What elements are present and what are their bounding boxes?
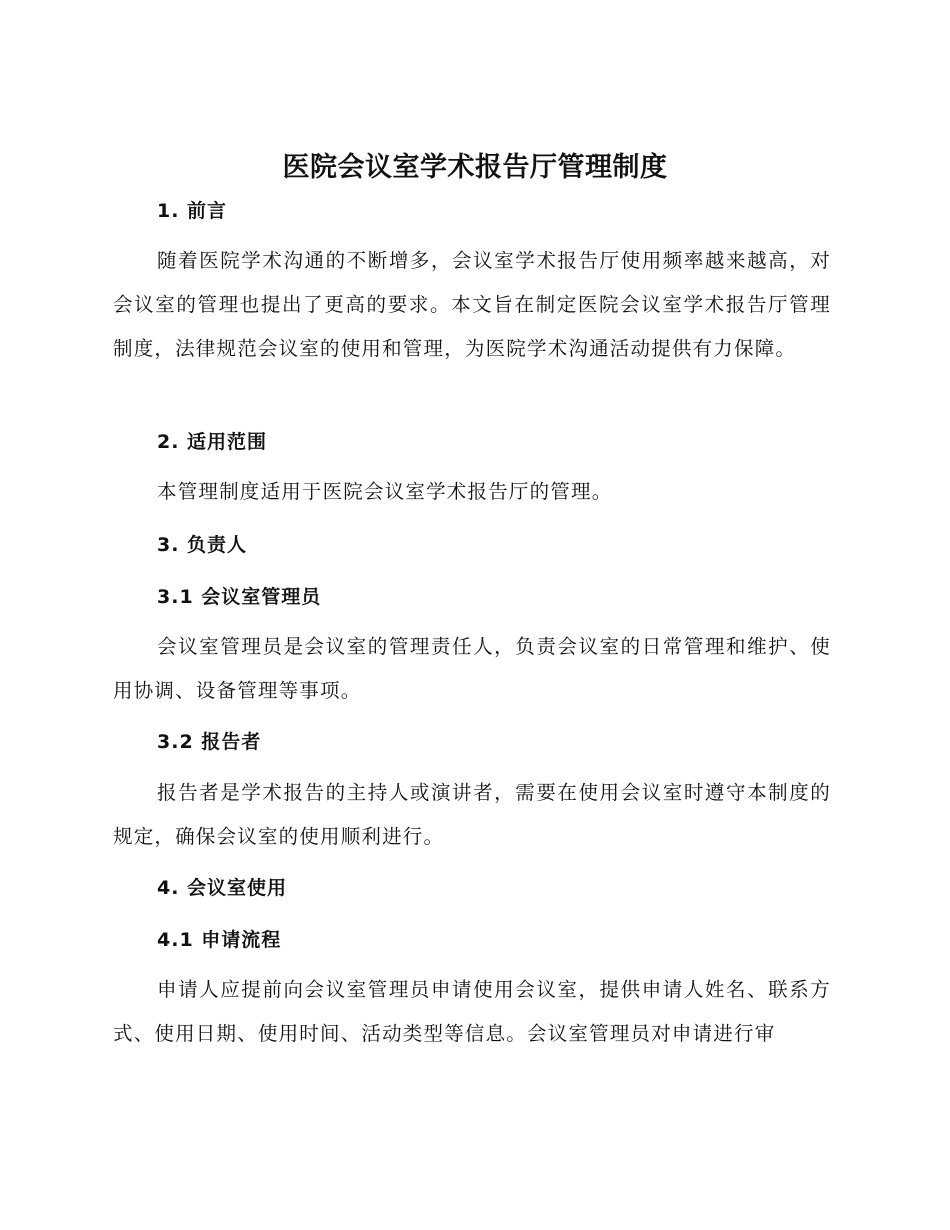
document-title: 医院会议室学术报告厅管理制度 (282, 152, 668, 183)
section-heading-room-usage: 4. 会议室使用 (157, 877, 288, 899)
paragraph-scope: 本管理制度适用于医院会议室学术报告厅的管理。 (157, 480, 613, 503)
paragraph-room-admin: 会议室管理员是会议室的管理责任人，负责会议室的日常管理和维护、使用协调、设备管理等事项。 (113, 635, 831, 702)
paragraph-preface: 随着医院学术沟通的不断增多，会议室学术报告厅使用频率越来越高，对会议室的管理也提出了更高的要求。本文旨在制定医院会议室学术报告厅管理制度，法律规范会议室的使用和管理，为医院学术沟通活动提供有力保障。 (113, 249, 831, 360)
paragraph-presenter: 报告者是学术报告的主持人或演讲者，需要在使用会议室时遵守本制度的规定，确保会议室的使用顺利进行。 (113, 781, 831, 848)
section-heading-room-admin: 3.1 会议室管理员 (157, 586, 322, 608)
section-heading-presenter: 3.2 报告者 (157, 731, 262, 753)
section-heading-preface: 1. 前言 (157, 200, 228, 222)
section-heading-responsible: 3. 负责人 (157, 534, 248, 556)
section-heading-scope: 2. 适用范围 (157, 431, 268, 453)
paragraph-application-process: 申请人应提前向会议室管理员申请使用会议室，提供申请人姓名、联系方式、使用日期、使用时间、活动类型等信息。会议室管理员对申请进行审 (113, 978, 831, 1045)
section-heading-application-process: 4.1 申请流程 (157, 929, 282, 951)
